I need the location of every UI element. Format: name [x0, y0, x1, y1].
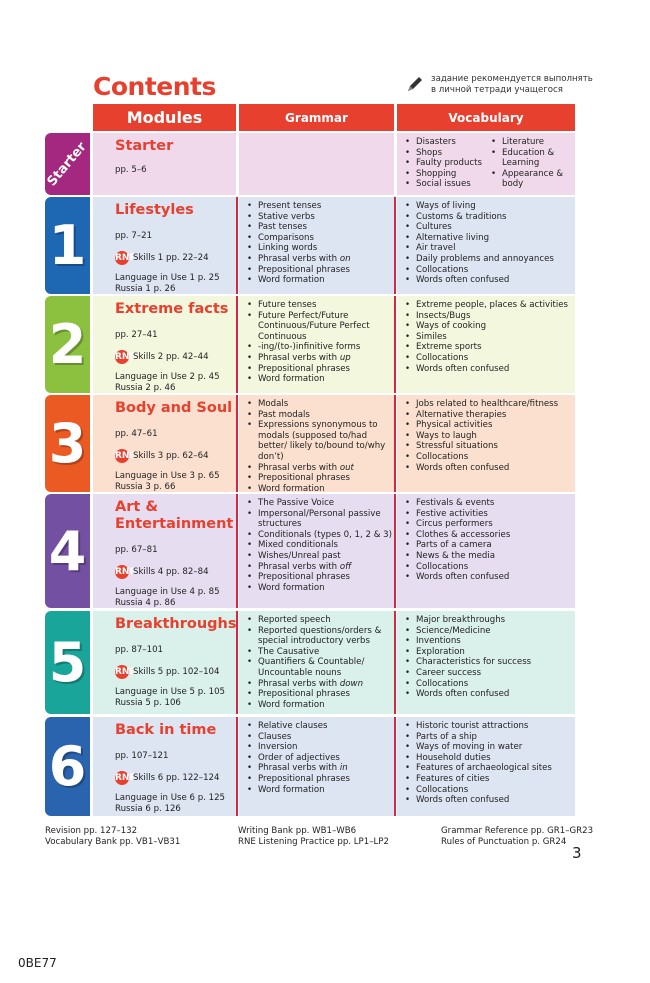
- list-item: • Phrasal verbs with off: [245, 562, 394, 573]
- list-item: • Ways of living: [403, 201, 575, 212]
- list-item: • Shopping: [403, 169, 489, 180]
- module-row-6: [45, 717, 575, 816]
- list-item: • Word formation: [245, 785, 394, 796]
- list-item: • Linking words: [245, 243, 394, 254]
- list-item: • The Passive Voice: [245, 498, 394, 509]
- list-item: • Word formation: [245, 484, 394, 495]
- grammar-cell: [239, 717, 394, 816]
- vocab-cell: [397, 494, 575, 608]
- list-item: • Words often confused: [403, 689, 575, 700]
- module-name: Breakthroughs: [115, 616, 237, 632]
- list-item: • The Causative: [245, 647, 394, 658]
- list-item: • Household duties: [403, 753, 575, 764]
- rne-logo-text: RNE: [115, 352, 136, 362]
- list-item: • Modals: [245, 399, 394, 410]
- list-item: • Appearance & body: [489, 169, 575, 190]
- module-cell: [93, 494, 236, 608]
- rne-logo-text: RNE: [115, 773, 136, 783]
- module-tab: [45, 494, 90, 608]
- skills-pages: Skills 3 pp. 62–64: [133, 451, 209, 461]
- grammar-cell: [239, 611, 394, 714]
- list-item: • Exploration: [403, 647, 575, 658]
- module-pages: pp. 87–101: [115, 645, 164, 655]
- module-name: Extreme facts: [115, 301, 229, 317]
- list-item: • Festive activities: [403, 509, 575, 520]
- module-name: Back in time: [115, 722, 217, 738]
- list-item: • Features of archaeological sites: [403, 763, 575, 774]
- grammar-cell: [239, 494, 394, 608]
- note: [405, 74, 593, 96]
- list-item: • Historic tourist attractions: [403, 721, 575, 732]
- list-item: • Features of cities: [403, 774, 575, 785]
- module-row-2: [45, 296, 575, 393]
- vocab-cell: [397, 717, 575, 816]
- footer-item: Rules of Punctuation p. GR24: [441, 837, 567, 847]
- language-in-use: Language in Use 3 p. 65: [115, 471, 220, 481]
- list-item: • Ways of moving in water: [403, 742, 575, 753]
- module-name: Art & Entertainment: [115, 499, 234, 532]
- module-number: 5: [48, 631, 87, 694]
- header-grammar: Grammar: [239, 104, 394, 131]
- starter-tab: [45, 133, 90, 195]
- list-item: • Words often confused: [403, 572, 575, 583]
- column-divider: [394, 611, 396, 714]
- list-item: • Collocations: [403, 452, 575, 463]
- column-divider: [236, 717, 238, 816]
- list-item: • Words often confused: [403, 364, 575, 375]
- list-item: • Word formation: [245, 583, 394, 594]
- list-item: • Wishes/Unreal past: [245, 551, 394, 562]
- list-item: • Word formation: [245, 700, 394, 711]
- list-item: • Comparisons: [245, 233, 394, 244]
- list-item: • Customs & traditions: [403, 212, 575, 223]
- list-item: • Collocations: [403, 679, 575, 690]
- rne-logo-text: RNE: [115, 253, 136, 263]
- rne-logo-icon: [115, 771, 136, 785]
- list-item: • Extreme people, places & activities: [403, 300, 575, 311]
- liu-russia: [115, 587, 236, 609]
- module-pages: pp. 7–21: [115, 231, 153, 241]
- grammar-cell: [239, 395, 394, 492]
- page-number: 3: [572, 844, 582, 862]
- list-item: • Literature: [489, 137, 575, 148]
- module-name: Starter: [115, 138, 174, 154]
- module-number: 2: [48, 313, 87, 376]
- list-item: • Past tenses: [245, 222, 394, 233]
- russia-pages: Russia 2 p. 46: [115, 383, 176, 393]
- module-pages: pp. 47–61: [115, 429, 158, 439]
- liu-russia: [115, 372, 236, 394]
- list-item: • Prepositional phrases: [245, 572, 394, 583]
- module-cell: [93, 395, 236, 492]
- column-divider: [394, 197, 396, 294]
- skills-pages: Skills 5 pp. 102–104: [133, 667, 220, 677]
- grammar-cell: [239, 197, 394, 294]
- list-item: • Words often confused: [403, 463, 575, 474]
- list-item: • Collocations: [403, 353, 575, 364]
- liu-russia: [115, 793, 236, 815]
- list-item: • Social issues: [403, 179, 489, 190]
- starter-vocab-cell: [397, 133, 575, 195]
- rne-logo-text: RNE: [115, 451, 136, 461]
- header-modules: Modules: [93, 104, 236, 131]
- list-item: • Impersonal/Personal passive structures: [245, 509, 394, 530]
- skills-line: [115, 350, 236, 364]
- starter-module-cell: [93, 133, 236, 195]
- list-item: • Ways to laugh: [403, 431, 575, 442]
- footer-col-3: [441, 826, 593, 848]
- list-item: • Past modals: [245, 410, 394, 421]
- page-title: Contents: [93, 72, 216, 101]
- list-item: • Similes: [403, 332, 575, 343]
- liu-russia: [115, 687, 236, 709]
- skills-line: [115, 565, 236, 579]
- footer-col-2: [238, 826, 389, 848]
- note-line-2: в личной тетради учащегося: [431, 85, 563, 95]
- rne-logo-icon: [115, 350, 136, 364]
- list-item: • Characteristics for success: [403, 657, 575, 668]
- language-in-use: Language in Use 2 p. 45: [115, 372, 220, 382]
- module-row-3: [45, 395, 575, 492]
- list-item: • Collocations: [403, 562, 575, 573]
- column-divider: [236, 494, 238, 608]
- list-item: • Science/Medicine: [403, 626, 575, 637]
- module-cell: [93, 296, 236, 393]
- list-item: • Extreme sports: [403, 342, 575, 353]
- skills-pages: Skills 2 pp. 42–44: [133, 352, 209, 362]
- column-divider: [236, 197, 238, 294]
- starter-row: [45, 133, 575, 195]
- footer-item: Writing Bank pp. WB1–WB6: [238, 826, 357, 836]
- list-item: • Expressions synonymous to modals (supposed to/had better/ likely to/bound to/why don’t): [245, 420, 394, 462]
- list-item: • Parts of a ship: [403, 732, 575, 743]
- list-item: • Physical activities: [403, 420, 575, 431]
- module-pages: pp. 107–121: [115, 751, 169, 761]
- module-row-1: [45, 197, 575, 294]
- list-item: • News & the media: [403, 551, 575, 562]
- list-item: • Reported questions/orders & special introductory verbs: [245, 626, 394, 647]
- list-item: • Insects/Bugs: [403, 311, 575, 322]
- skills-pages: Skills 4 pp. 82–84: [133, 567, 209, 577]
- list-item: • Festivals & events: [403, 498, 575, 509]
- footer-item: Grammar Reference pp. GR1–GR23: [441, 826, 594, 836]
- list-item: • Air travel: [403, 243, 575, 254]
- rne-logo-icon: [115, 251, 136, 265]
- vocab-cell: [397, 395, 575, 492]
- list-item: • Clauses: [245, 732, 394, 743]
- list-item: • Prepositional phrases: [245, 364, 394, 375]
- list-item: • Collocations: [403, 785, 575, 796]
- list-item: • Cultures: [403, 222, 575, 233]
- list-item: • Prepositional phrases: [245, 265, 394, 276]
- list-item: • Alternative therapies: [403, 410, 575, 421]
- list-item: • Reported speech: [245, 615, 394, 626]
- list-item: • Inversion: [245, 742, 394, 753]
- vocab-cell: [397, 296, 575, 393]
- list-item: • Future Perfect/Future Continuous/Future Perfect Continuous: [245, 311, 394, 343]
- list-item: • Mixed conditionals: [245, 540, 394, 551]
- list-item: • Phrasal verbs with in: [245, 763, 394, 774]
- list-item: • Stative verbs: [245, 212, 394, 223]
- skills-pages: Skills 6 pp. 122–124: [133, 773, 220, 783]
- module-number: 1: [48, 214, 87, 277]
- list-item: • Clothes & accessories: [403, 530, 575, 541]
- language-in-use: Language in Use 5 p. 105: [115, 687, 226, 697]
- list-item: • Collocations: [403, 265, 575, 276]
- list-item: • Major breakthroughs: [403, 615, 575, 626]
- column-divider: [394, 395, 396, 492]
- list-item: • Phrasal verbs with on: [245, 254, 394, 265]
- module-pages: pp. 5–6: [115, 165, 147, 175]
- list-item: • Prepositional phrases: [245, 774, 394, 785]
- list-item: • Prepositional phrases: [245, 689, 394, 700]
- list-item: • Word formation: [245, 275, 394, 286]
- footer-item: RNE Listening Practice pp. LP1–LP2: [238, 837, 389, 847]
- skills-line: [115, 665, 236, 679]
- list-item: • Shops: [403, 148, 489, 159]
- header-vocabulary: Vocabulary: [397, 104, 575, 131]
- grammar-cell: [239, 296, 394, 393]
- list-item: • Ways of cooking: [403, 321, 575, 332]
- list-item: • Career success: [403, 668, 575, 679]
- liu-russia: [115, 471, 236, 493]
- russia-pages: Russia 4 p. 86: [115, 598, 176, 608]
- page-code: 0BE77: [18, 956, 57, 970]
- module-tab: [45, 296, 90, 393]
- footer-item: Revision pp. 127–132: [45, 826, 138, 836]
- list-item: • Education & Learning: [489, 148, 575, 169]
- footer-item: Vocabulary Bank pp. VB1–VB31: [45, 837, 181, 847]
- pencil-icon: [405, 74, 425, 94]
- list-item: • Disasters: [403, 137, 489, 148]
- russia-pages: Russia 3 p. 66: [115, 482, 176, 492]
- list-item: • Order of adjectives: [245, 753, 394, 764]
- module-pages: pp. 27–41: [115, 330, 158, 340]
- rne-logo-text: RNE: [115, 667, 136, 677]
- module-pages: pp. 67–81: [115, 545, 158, 555]
- list-item: • Stressful situations: [403, 441, 575, 452]
- list-item: • Conditionals (types 0, 1, 2 & 3): [245, 530, 394, 541]
- list-item: • Phrasal verbs with up: [245, 353, 394, 364]
- module-name: Body and Soul: [115, 400, 233, 416]
- russia-pages: Russia 1 p. 26: [115, 284, 176, 294]
- russia-pages: Russia 6 p. 126: [115, 804, 181, 814]
- rne-logo-icon: [115, 449, 136, 463]
- language-in-use: Language in Use 4 p. 85: [115, 587, 220, 597]
- module-cell: [93, 611, 236, 714]
- column-divider: [236, 395, 238, 492]
- column-divider: [236, 611, 238, 714]
- list-item: • Circus performers: [403, 519, 575, 530]
- list-item: • Words often confused: [403, 795, 575, 806]
- rne-logo-icon: [115, 565, 136, 579]
- module-row-4: [45, 494, 575, 608]
- note-line-1: задание рекомендуется выполнять: [431, 74, 593, 84]
- language-in-use: Language in Use 6 p. 125: [115, 793, 226, 803]
- module-tab: [45, 395, 90, 492]
- module-tab: [45, 717, 90, 816]
- module-number: 4: [48, 519, 87, 583]
- list-item: • Future tenses: [245, 300, 394, 311]
- skills-line: [115, 449, 236, 463]
- list-item: • Relative clauses: [245, 721, 394, 732]
- rne-logo-icon: [115, 665, 136, 679]
- language-in-use: Language in Use 1 p. 25: [115, 273, 220, 283]
- list-item: • Parts of a camera: [403, 540, 575, 551]
- column-divider: [236, 296, 238, 393]
- liu-russia: [115, 273, 236, 295]
- list-item: • Prepositional phrases: [245, 473, 394, 484]
- skills-line: [115, 251, 236, 265]
- skills-pages: Skills 1 pp. 22–24: [133, 253, 209, 263]
- list-item: • Words often confused: [403, 275, 575, 286]
- vocab-cell: [397, 611, 575, 714]
- footer-col-1: [45, 826, 180, 848]
- list-item: • -ing/(to-)infinitive forms: [245, 342, 394, 353]
- list-item: • Jobs related to healthcare/fitness: [403, 399, 575, 410]
- module-tab: [45, 611, 90, 714]
- module-number: 3: [48, 412, 87, 475]
- module-row-5: [45, 611, 575, 714]
- module-name: Lifestyles: [115, 202, 194, 218]
- list-item: • Faulty products: [403, 158, 489, 169]
- column-divider: [394, 494, 396, 608]
- list-item: • Daily problems and annoyances: [403, 254, 575, 265]
- list-item: • Inventions: [403, 636, 575, 647]
- starter-grammar-cell: [239, 133, 394, 195]
- russia-pages: Russia 5 p. 106: [115, 698, 181, 708]
- module-tab: [45, 197, 90, 294]
- skills-line: [115, 771, 236, 785]
- list-item: • Alternative living: [403, 233, 575, 244]
- vocab-cell: [397, 197, 575, 294]
- list-item: • Word formation: [245, 374, 394, 385]
- list-item: • Phrasal verbs with out: [245, 463, 394, 474]
- module-cell: [93, 717, 236, 816]
- list-item: • Quantifiers & Countable/ Uncountable nouns: [245, 657, 394, 678]
- list-item: • Present tenses: [245, 201, 394, 212]
- rne-logo-text: RNE: [115, 567, 136, 577]
- module-cell: [93, 197, 236, 294]
- list-item: • Phrasal verbs with down: [245, 679, 394, 690]
- column-divider: [394, 296, 396, 393]
- column-divider: [394, 717, 396, 816]
- starter-tab-label: Starter: [45, 139, 90, 189]
- module-number: 6: [48, 735, 87, 798]
